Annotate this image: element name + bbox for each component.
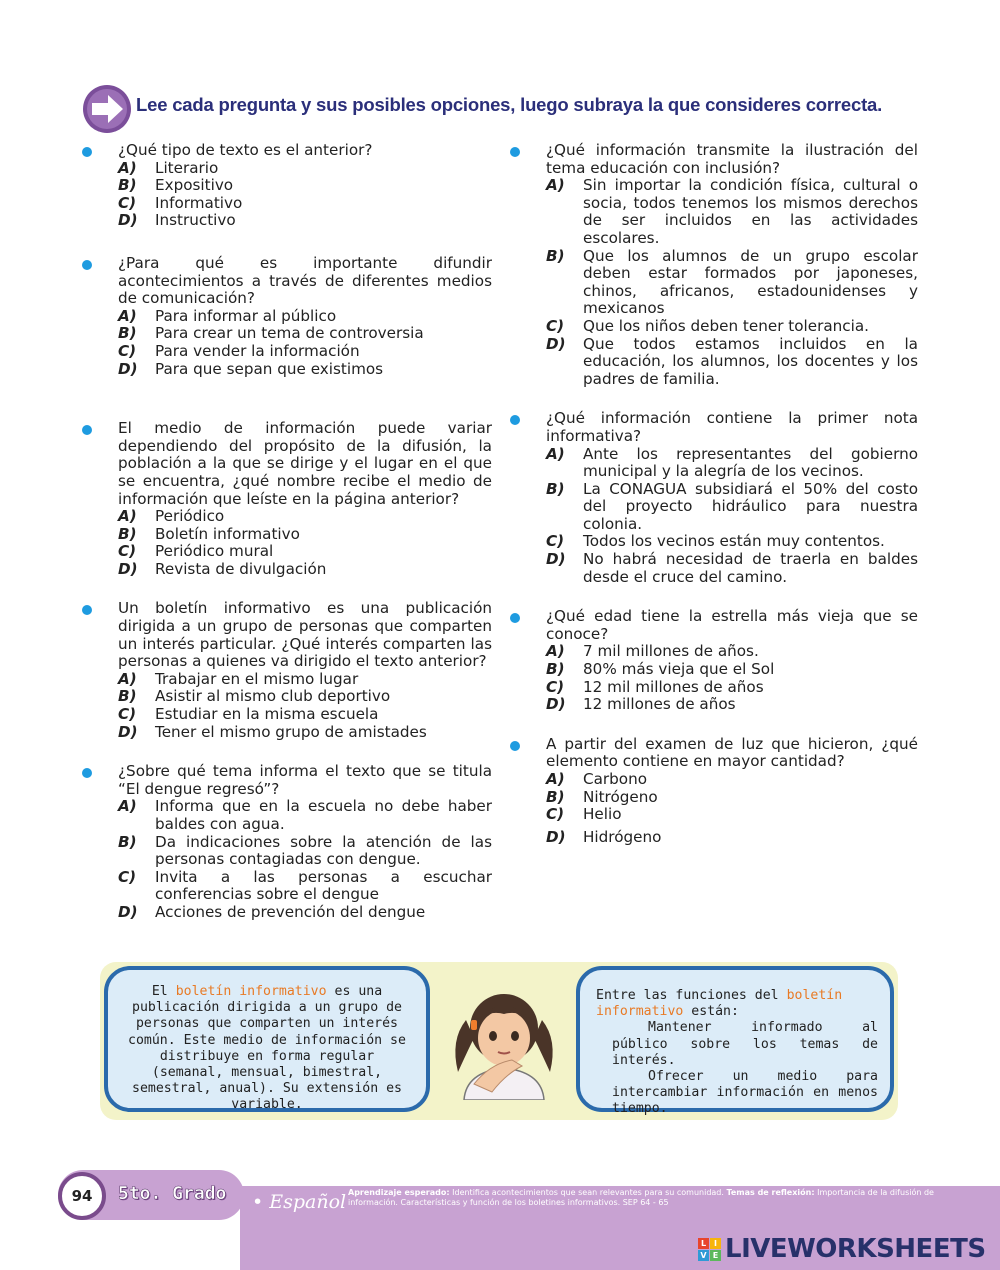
topics-text: Importancia de la difusión de información. Características y función de los boletines informativos. SEP 64 - 65 [348,1188,934,1207]
option-letter: D) [546,695,566,714]
option-c[interactable] [118,706,492,724]
question-text: A partir del examen de luz que hicieron, ¿qué elemento contiene en mayor cantidad? [546,734,918,771]
footer-learning-note [348,1188,938,1208]
option-text[interactable]: Para que sepan que existimos [155,359,384,378]
option-letter: A) [546,770,565,788]
option-d[interactable] [546,551,918,586]
option-c[interactable] [546,533,918,551]
logo-tile: E [710,1250,721,1261]
option-letter: C) [546,677,565,696]
bullet-icon [82,768,92,778]
option-letter: C) [546,805,565,824]
function-item-2: Ofrecer un medio para intercambiar información en menos tiempo. [612,1069,878,1117]
question-8 [508,608,918,714]
definition-text-end: es una publicación dirigida a un grupo de personas que comparten un interés común. Este medio de información se distribuye en forma regular (semanal, mensual, bimestral, semestral, anual). Su extensión es variable. [128,984,406,1113]
bullet-icon [82,260,92,270]
bullet-icon [510,613,520,623]
option-text[interactable]: Periódico [155,507,225,526]
option-letter: B) [118,324,137,343]
option-a[interactable] [118,160,492,178]
option-text[interactable]: Que los alumnos de un grupo escolar deben estar formados por japoneses, chinos, africanos, estadounidenses y mexicanos [583,246,918,318]
info-bubble-definition [104,966,430,1112]
question-2 [80,255,492,378]
bullet-icon [82,147,92,157]
option-c[interactable] [118,869,492,904]
option-text[interactable]: Que todos estamos incluidos en la educación, los alumnos, los docentes y los padres de familia. [583,334,918,388]
option-a[interactable] [118,508,492,526]
option-text[interactable]: Trabajar en el mismo lugar [155,669,359,688]
option-letter: A) [118,507,137,526]
option-text[interactable]: Nitrógeno [583,787,658,806]
option-letter: D) [118,359,138,378]
definition-text-start: El [151,984,168,999]
option-b[interactable] [118,177,492,195]
option-letter: A) [118,158,137,177]
info-bubble-functions [576,966,894,1117]
option-list [546,771,918,846]
option-c[interactable] [546,806,918,824]
option-text[interactable]: Hidrógeno [583,827,662,846]
option-letter: A) [118,306,137,325]
option-b[interactable] [118,325,492,343]
definition-highlight: boletín informativo [175,984,327,999]
option-text[interactable]: No habrá necesidad de traerla en baldes desde el cruce del camino. [583,550,918,586]
question-4 [80,600,492,741]
option-text[interactable]: Tener el mismo grupo de amistades [155,722,427,741]
option-list [118,671,492,741]
instruction-header [82,84,942,134]
option-letter: D) [118,722,138,741]
option-text[interactable]: Da indicaciones sobre la atención de las personas contagiadas con dengue. [155,832,492,869]
option-a[interactable] [546,177,918,247]
bullet-icon [510,741,520,751]
option-letter: C) [118,705,137,724]
question-9 [508,736,918,847]
option-text[interactable]: 12 millones de años [583,695,736,714]
option-list [118,508,492,578]
option-letter: C) [118,193,137,212]
subject-bullet: • [252,1191,264,1213]
option-text[interactable]: Periódico mural [155,542,274,561]
question-text: ¿Qué edad tiene la estrella más vieja que se conoce? [546,607,918,643]
option-letter: D) [546,334,566,353]
right-question-column [508,142,918,846]
option-letter: B) [118,524,137,543]
option-letter: A) [118,669,137,688]
topics-label: Temas de reflexión: [726,1188,815,1197]
question-3 [80,420,492,578]
question-text: ¿Qué información transmite la ilustración del tema educación con inclusión? [546,141,918,177]
option-list [118,308,492,378]
option-b[interactable] [546,661,918,679]
option-letter: A) [546,444,565,463]
option-a[interactable] [546,446,918,481]
option-a[interactable] [118,671,492,689]
option-letter: D) [118,211,138,230]
option-letter: D) [118,902,138,921]
learning-text: Identifica acontecimientos que sean relevantes para su comunidad. [452,1188,724,1197]
bullet-icon [510,147,520,157]
logo-tiles-icon [698,1238,721,1261]
option-letter: B) [546,246,565,265]
option-list [118,160,492,230]
bullet-icon [510,415,520,425]
option-c[interactable] [118,195,492,213]
grade-label: 5to. Grado [118,1183,227,1204]
option-c[interactable] [118,543,492,561]
option-b[interactable] [118,688,492,706]
option-a[interactable] [546,643,918,661]
option-letter: D) [546,550,566,569]
option-text[interactable]: Helio [583,805,622,824]
option-text[interactable]: Todos los vecinos están muy contentos. [583,532,885,551]
option-list [546,446,918,587]
option-c[interactable] [546,318,918,336]
option-d[interactable] [118,212,492,230]
option-text[interactable]: La CONAGUA subsidiará el 50% del costo del proyecto hidráulico para nuestra colonia. [583,479,918,533]
option-d[interactable] [118,904,492,922]
option-text[interactable]: Para informar al público [155,306,337,325]
option-text[interactable]: Instructivo [155,211,236,230]
question-1 [80,142,492,230]
option-text[interactable]: Informa que en la escuela no debe haber baldes con agua. [155,797,492,833]
option-text[interactable]: Invita a las personas a escuchar conferencias sobre el dengue [155,867,492,904]
logo-tile: L [698,1238,709,1249]
question-6 [508,142,918,388]
option-letter: B) [118,176,137,195]
liveworksheets-logo[interactable] [698,1234,986,1264]
option-text[interactable]: Carbono [583,770,648,788]
option-list [118,798,492,921]
question-text: Un boletín informativo es una publicación dirigida a un grupo de personas que comparten un interés particular. ¿Qué interés comparten las personas a quienes va dirigido el texto anterior? [118,599,492,671]
option-b[interactable] [546,248,918,318]
option-text[interactable]: Ante los representantes del gobierno municipal y la alegría de los vecinos. [583,444,918,481]
option-d[interactable] [118,724,492,742]
page-number: 94 [58,1172,106,1220]
subject-text: Español [269,1191,347,1213]
option-letter: A) [546,176,565,195]
option-letter: C) [118,867,137,886]
question-text: ¿Qué tipo de texto es el anterior? [118,141,373,159]
option-d[interactable] [546,829,918,847]
question-text: ¿Para qué es importante difundir acontecimientos a través de diferentes medios de comunicación? [118,253,492,308]
instruction-text: Lee cada pregunta y sus posibles opciones, luego subraya la que consideres correcta. [136,94,883,115]
option-list [546,177,918,388]
option-letter: C) [118,341,137,360]
option-a[interactable] [118,798,492,833]
option-text[interactable]: Boletín informativo [155,524,300,543]
functions-text-start: Entre las funciones del [596,988,779,1003]
option-letter: B) [118,832,137,851]
option-letter: B) [546,479,565,498]
option-text[interactable]: Sin importar la condición física, cultural o socia, todos tenemos los mismos derechos de ser incluidos en las actividades escolares. [583,176,918,247]
option-letter: B) [118,687,137,706]
question-text: ¿Qué información contiene la primer nota informativa? [546,409,918,445]
option-b[interactable] [546,789,918,807]
option-c[interactable] [546,679,918,697]
functions-intro [596,988,878,1020]
option-text[interactable]: Revista de divulgación [155,559,327,578]
subject-label [252,1191,346,1213]
arrow-right-icon [82,84,132,134]
option-d[interactable] [546,336,918,389]
left-question-column [80,142,492,922]
option-c[interactable] [118,343,492,361]
option-letter: A) [118,797,137,816]
option-text[interactable]: 12 mil millones de años [583,677,764,696]
option-text[interactable]: Estudiar en la misma escuela [155,705,379,724]
option-letter: C) [118,542,137,561]
functions-text-end: están: [691,1004,739,1020]
function-item-1: Mantener informado al público sobre los temas de interés. [612,1020,878,1068]
question-text: El medio de información puede variar dependiendo del propósito de la difusión, la población a la que se dirige y el lugar en el que se encuentra, ¿qué nombre recibe el medio de información que leíste en la página anterior? [118,419,492,508]
option-letter: D) [118,559,138,578]
option-letter: A) [546,642,565,661]
option-text[interactable]: Asistir al mismo club deportivo [155,687,391,706]
question-7 [508,410,918,586]
option-b[interactable] [118,834,492,869]
option-text[interactable]: Literario [155,158,219,177]
option-a[interactable] [546,771,918,789]
option-letter: D) [546,827,566,846]
option-letter: B) [546,660,565,679]
logo-tile: I [710,1238,721,1249]
bullet-icon [82,605,92,615]
logo-text: LIVEWORKSHEETS [725,1234,986,1264]
logo-tile: V [698,1250,709,1261]
option-d[interactable] [118,361,492,379]
option-b[interactable] [546,481,918,534]
option-d[interactable] [546,696,918,714]
option-text[interactable]: Para vender la información [155,341,360,360]
option-letter: C) [546,532,565,551]
option-b[interactable] [118,526,492,544]
option-text[interactable]: 80% más vieja que el Sol [583,660,775,679]
option-text[interactable]: Informativo [155,193,243,212]
question-5 [80,763,492,921]
option-a[interactable] [118,308,492,326]
option-text[interactable]: Acciones de prevención del dengue [155,902,426,921]
bullet-icon [82,425,92,435]
option-letter: C) [546,316,565,335]
option-text[interactable]: Expositivo [155,176,234,195]
girl-illustration [446,980,562,1100]
functions-highlight: boletín informativo [596,988,843,1020]
question-text: ¿Sobre qué tema informa el texto que se titula “El dengue regresó”? [118,762,492,798]
option-text[interactable]: Para crear un tema de controversia [155,324,424,343]
option-d[interactable] [118,561,492,579]
option-text[interactable]: 7 mil millones de años. [583,642,759,661]
option-list [546,643,918,713]
option-text[interactable]: Que los niños deben tener tolerancia. [583,316,869,335]
option-letter: B) [546,787,565,806]
learning-label: Aprendizaje esperado: [348,1188,450,1197]
